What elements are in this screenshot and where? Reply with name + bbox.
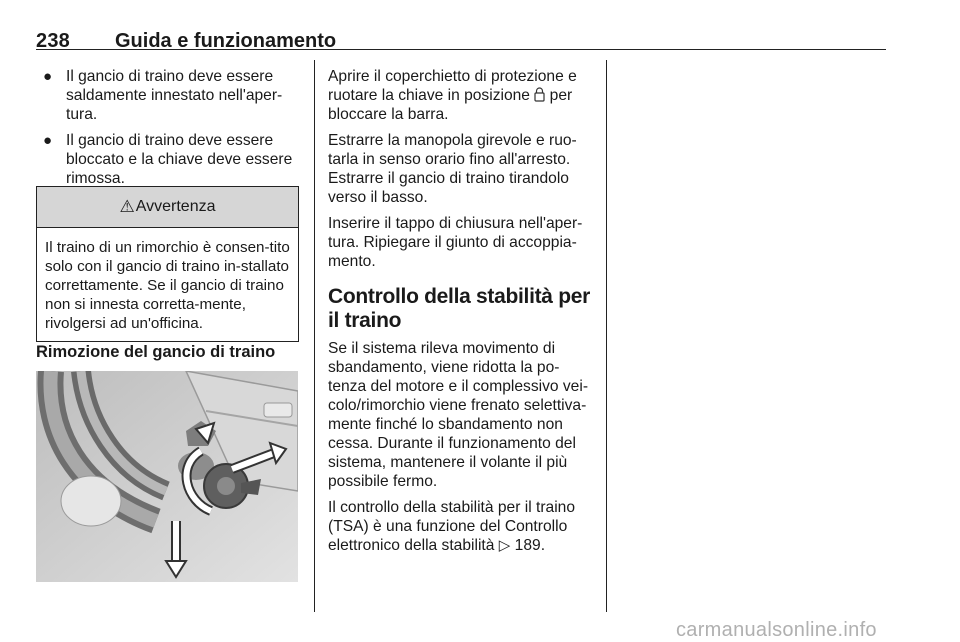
paragraph: Inserire il tappo di chiusura nell'aper-tura. Ripiegare il giunto di accoppia-mento. xyxy=(328,215,583,270)
page-header xyxy=(36,6,886,52)
watermark: carmanualsonline.info xyxy=(676,619,877,641)
warning-triangle-icon: ⚠ xyxy=(119,197,135,216)
middle-column xyxy=(328,67,596,562)
paragraph: Il controllo della stabilità per il traino (TSA) è una funzione del Controllo elettronico della stabilità ▷ 189. xyxy=(328,499,576,554)
column-divider-1 xyxy=(314,60,315,612)
bullet-item: ● Il gancio di traino deve essere saldamente innestato nell'aper-tura. xyxy=(43,68,283,123)
page-reference[interactable]: 189. xyxy=(514,537,546,554)
paragraph: Aprire il coperchietto di protezione e ruotare la chiave in posizione per bloccare la barra. xyxy=(328,68,577,123)
warning-text: Il traino di un rimorchio è consen-tito solo con il gancio di traino in-stallato correttamente. Se il gancio di traino non si innesta corretta-mente, rivolgersi ad un'officina. xyxy=(45,239,290,332)
bullet-list xyxy=(36,67,301,188)
bullet-icon: ● xyxy=(43,132,53,149)
tow-hook-drawing xyxy=(36,371,298,582)
paragraph: Se il sistema rileva movimento di sbandamento, viene ridotta la po-tenza del motore e il complessivo vei-colo/rimorchio viene frenato selettiva-mente finché lo sbandamento non cessa. Durante il funzionamento del sistema, mantenere il volante il più possibile fermo. xyxy=(328,340,589,490)
paragraph: Estrarre la manopola girevole e ruo-tarla in senso orario fino all'arresto. Estrarre il gancio di traino tirandolo verso il basso. xyxy=(328,132,577,206)
warning-box xyxy=(36,186,299,342)
page-title: Guida e funzionamento xyxy=(115,30,337,52)
section-subheading: Rimozione del gancio di traino xyxy=(36,343,276,361)
section-heading: Controllo della stabilità per il traino xyxy=(328,285,591,332)
header-rule xyxy=(36,49,886,50)
page-reference-arrow-icon: ▷ xyxy=(498,537,511,554)
warning-header xyxy=(37,187,298,228)
tow-hook-illustration xyxy=(36,371,298,582)
bullet-icon: ● xyxy=(43,68,53,85)
left-column xyxy=(36,67,301,195)
bullet-item: ● Il gancio di traino deve essere bloccato e la chiave deve essere rimossa. xyxy=(43,132,293,187)
page-number: 238 xyxy=(36,30,70,52)
column-divider-2 xyxy=(606,60,607,612)
lock-icon xyxy=(534,87,545,102)
warning-title: Avvertenza xyxy=(135,198,216,215)
